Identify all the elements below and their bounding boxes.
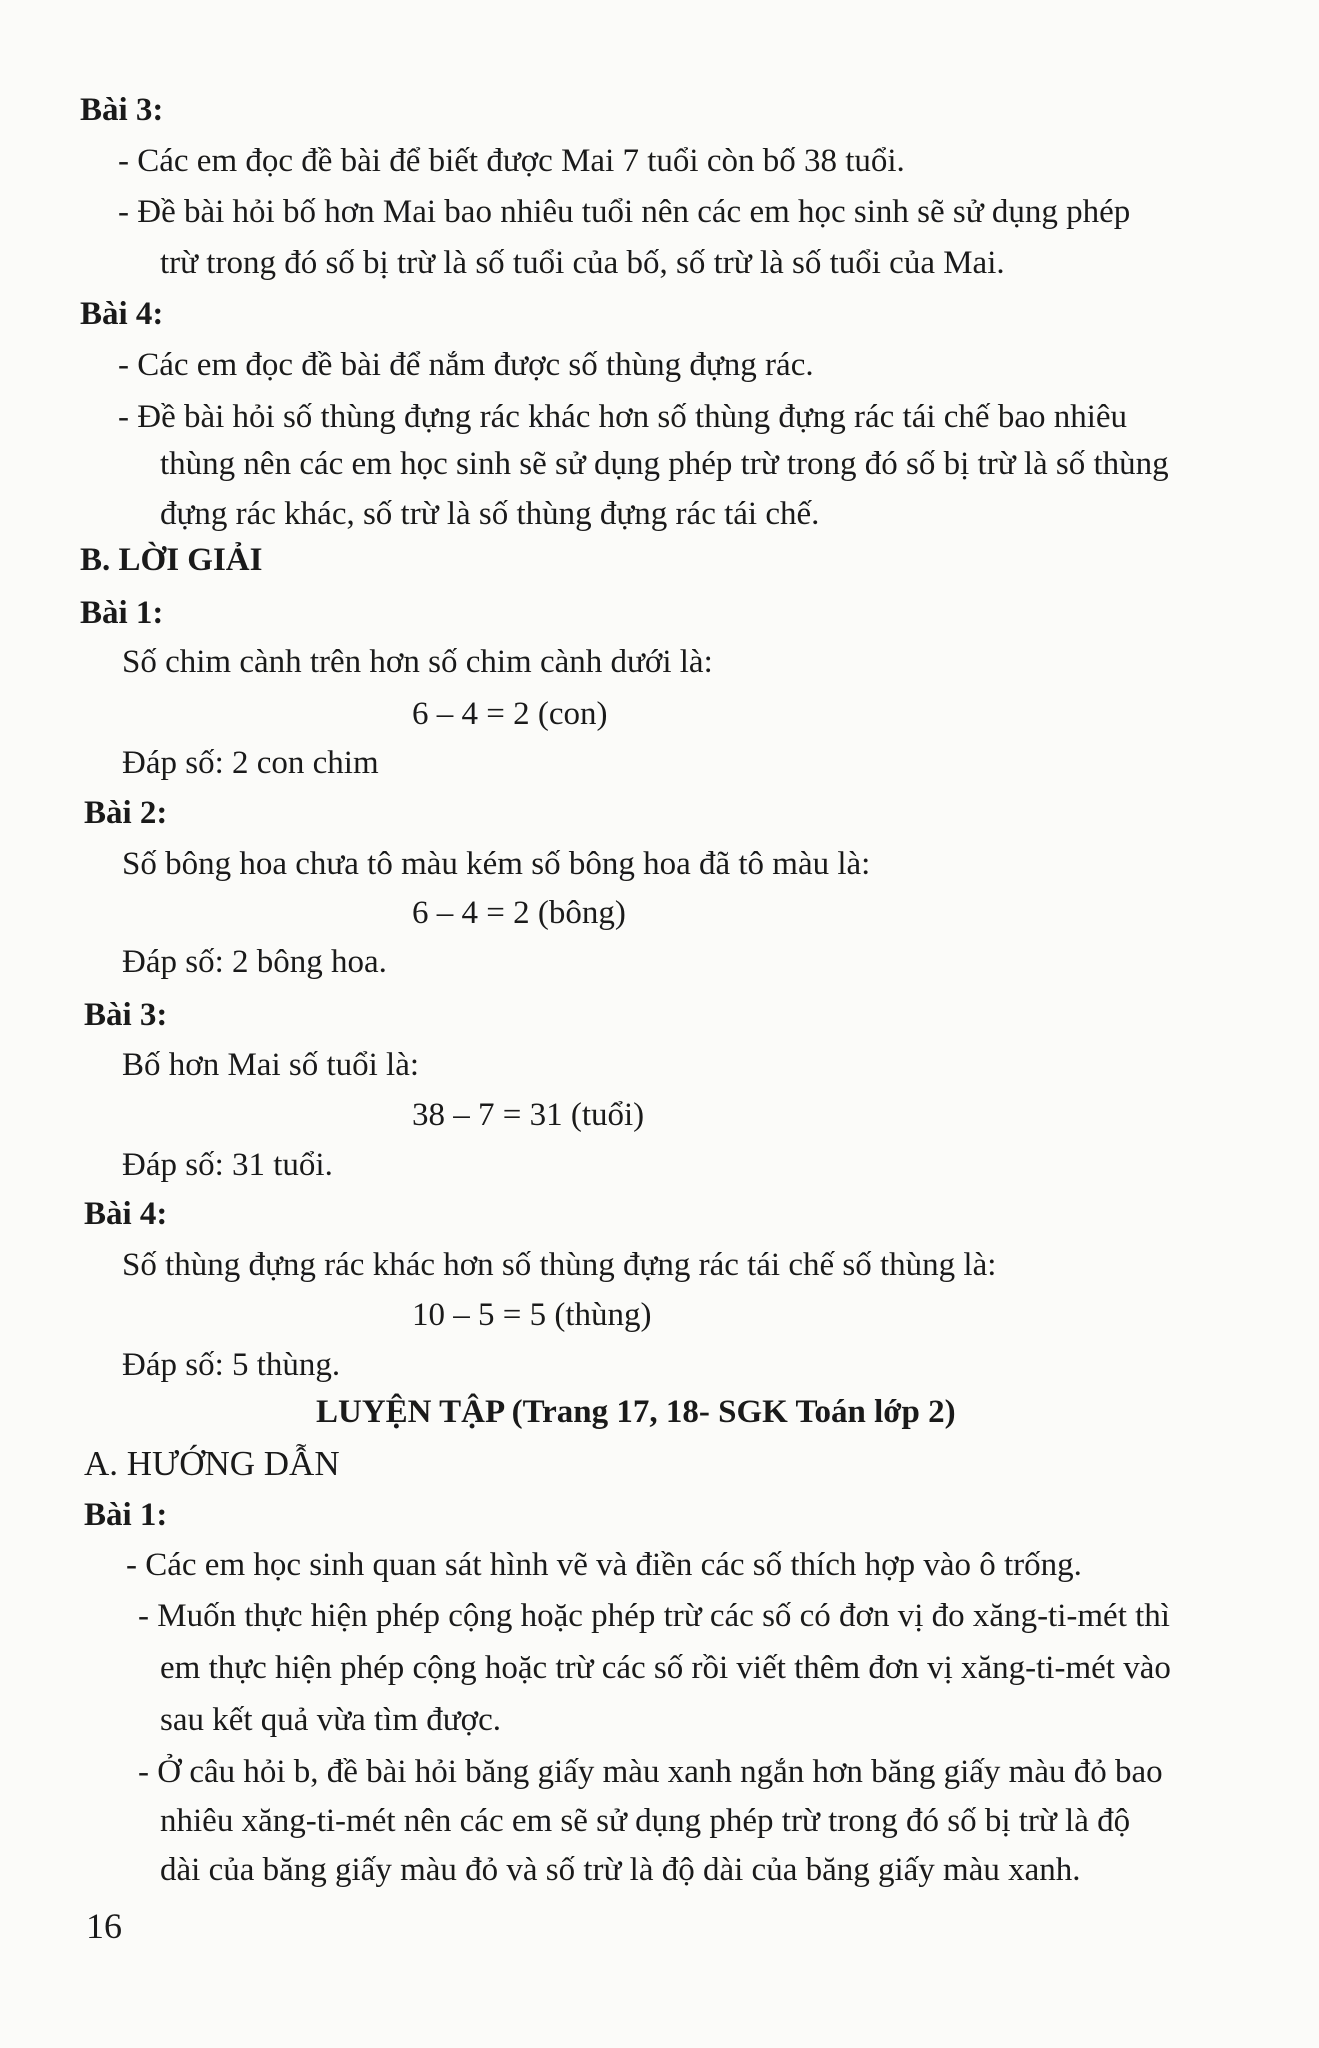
answer-line: Đáp số: 31 tuổi. (122, 1147, 333, 1183)
text-line: - Các em đọc đề bài để biết được Mai 7 tuổi còn bố 38 tuổi. (118, 143, 905, 179)
exercise-heading: Bài 4: (80, 296, 164, 332)
equation: 10 – 5 = 5 (thùng) (412, 1297, 652, 1333)
text-line: - Đề bài hỏi số thùng đựng rác khác hơn số thùng đựng rác tái chế bao nhiêu (118, 399, 1128, 435)
text-line: - Các em đọc đề bài để nắm được số thùng đựng rác. (118, 347, 814, 383)
text-line: nhiêu xăng-ti-mét nên các em sẽ sử dụng phép trừ trong đó số bị trừ là độ (160, 1803, 1131, 1839)
text-line: - Ở câu hỏi b, đề bài hỏi băng giấy màu xanh ngắn hơn băng giấy màu đỏ bao (138, 1754, 1163, 1790)
section-title: LUYỆN TẬP (Trang 17, 18- SGK Toán lớp 2) (316, 1394, 956, 1430)
equation: 6 – 4 = 2 (bông) (412, 895, 626, 931)
section-heading: A. HƯỚNG DẪN (84, 1444, 340, 1483)
answer-line: Đáp số: 2 bông hoa. (122, 944, 387, 980)
text-line: - Đề bài hỏi bố hơn Mai bao nhiêu tuổi nên các em học sinh sẽ sử dụng phép (118, 194, 1131, 230)
text-line: Bố hơn Mai số tuổi là: (122, 1047, 420, 1083)
text-line: - Các em học sinh quan sát hình vẽ và điền các số thích hợp vào ô trống. (126, 1547, 1082, 1583)
answer-line: Đáp số: 5 thùng. (122, 1347, 341, 1383)
text-line: Số thùng đựng rác khác hơn số thùng đựng rác tái chế số thùng là: (122, 1247, 997, 1283)
exercise-heading: Bài 4: (84, 1196, 168, 1232)
text-line: đựng rác khác, số trừ là số thùng đựng rác tái chế. (160, 496, 820, 532)
exercise-heading: Bài 3: (80, 92, 164, 128)
text-line: dài của băng giấy màu đỏ và số trừ là độ dài của băng giấy màu xanh. (160, 1852, 1081, 1888)
section-heading: B. LỜI GIẢI (80, 542, 263, 578)
text-line: em thực hiện phép cộng hoặc trừ các số rồi viết thêm đơn vị xăng-ti-mét vào (160, 1650, 1171, 1686)
exercise-heading: Bài 2: (84, 795, 168, 831)
text-line: sau kết quả vừa tìm được. (160, 1702, 501, 1738)
equation: 6 – 4 = 2 (con) (412, 696, 608, 732)
text-line: - Muốn thực hiện phép cộng hoặc phép trừ các số có đơn vị đo xăng-ti-mét thì (138, 1598, 1170, 1634)
exercise-heading: Bài 3: (84, 997, 168, 1033)
page-number: 16 (86, 1906, 122, 1946)
equation: 38 – 7 = 31 (tuổi) (412, 1097, 645, 1133)
text-line: Số chim cành trên hơn số chim cành dưới là: (122, 644, 713, 680)
answer-line: Đáp số: 2 con chim (122, 745, 379, 781)
text-line: trừ trong đó số bị trừ là số tuổi của bố, số trừ là số tuổi của Mai. (160, 245, 1005, 281)
text-line: thùng nên các em học sinh sẽ sử dụng phép trừ trong đó số bị trừ là số thùng (160, 446, 1169, 482)
text-line: Số bông hoa chưa tô màu kém số bông hoa đã tô màu là: (122, 846, 871, 882)
exercise-heading: Bài 1: (84, 1497, 168, 1533)
exercise-heading: Bài 1: (80, 595, 164, 631)
